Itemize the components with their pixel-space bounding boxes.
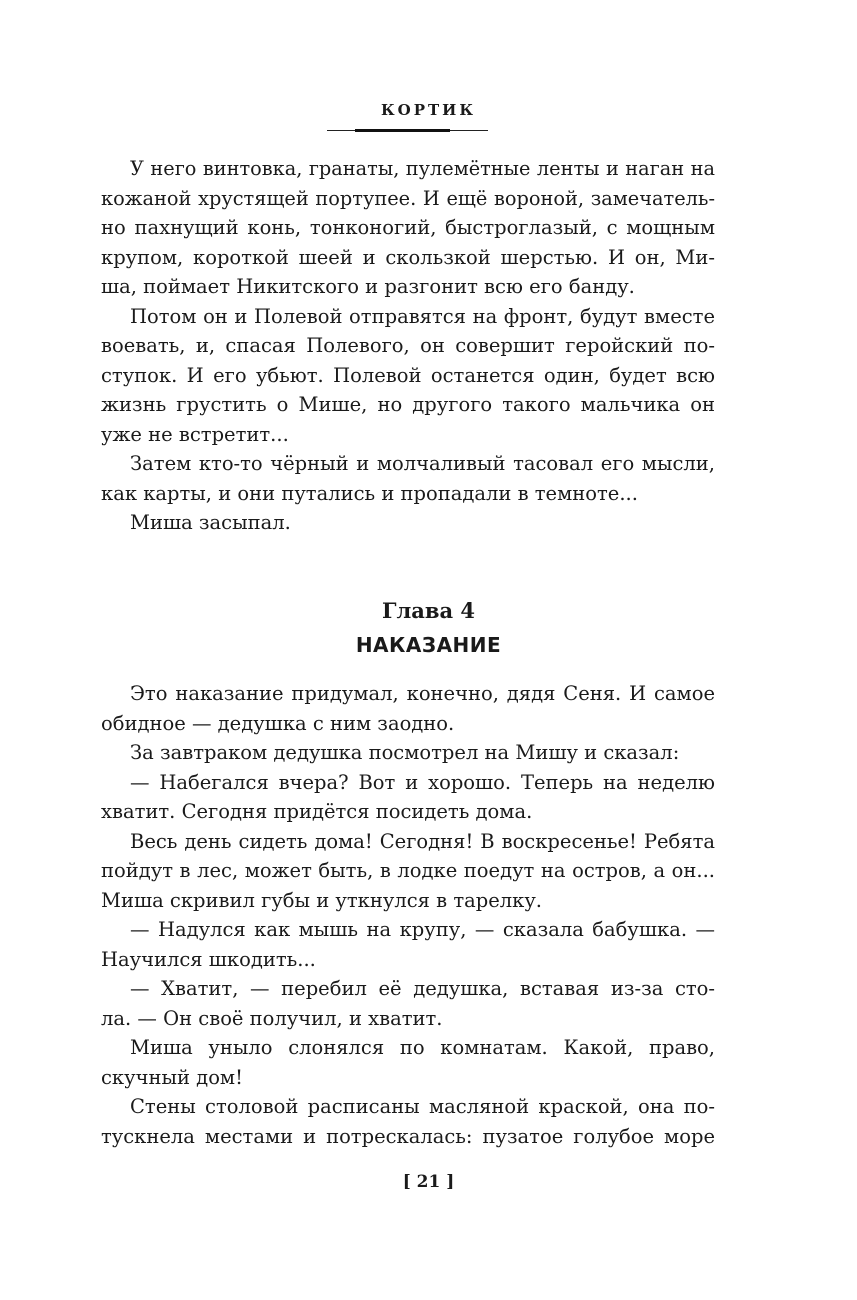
text-line: Затем кто-то чёрный и молчаливый тасовал его мысли, (130, 452, 715, 475)
running-head: КОРТИК (381, 101, 476, 119)
text-line: крупом, короткой шеей и скользкой шерстью. И он, Ми- (101, 245, 715, 269)
text-line: У него винтовка, гранаты, пулемётные ленты и наган на (130, 157, 715, 180)
text-line: Миша засыпал. (130, 511, 291, 534)
text-line: Научился шкодить... (101, 947, 316, 971)
text-line: Миша уныло слонялся по комнатам. Какой, право, (130, 1036, 715, 1059)
text-line: ступок. И его убьют. Полевой останется один, будет всю (101, 363, 715, 387)
text-line: пойдут в лес, может быть, в лодке поедут на остров, а он... (101, 859, 715, 882)
page-number: [ 21 ] (402, 1172, 455, 1192)
text-block-chapter (101, 679, 715, 1151)
text-line: как карты, и они путались и пропадали в темноте... (101, 481, 638, 505)
text-line: — Хватит, — перебил её дедушка, вставая из-за сто- (130, 977, 715, 1000)
text-line: ша, поймает Никитского и разгонит всю его банду. (101, 275, 635, 298)
text-line: кожаной хрустящей портупее. И ещё вороной, замечатель- (101, 186, 715, 210)
text-line: скучный дом! (101, 1065, 243, 1089)
text-line: воевать, и, спасая Полевого, он совершит геройский по- (101, 334, 715, 357)
text-line: — Надулся как мышь на крупу, — сказала бабушка. — (130, 918, 715, 941)
chapter-title: НАКАЗАНИЕ (355, 633, 502, 657)
text-line: но пахнущий конь, тонконогий, быстроглазый, с мощным (101, 216, 715, 239)
running-head-rule-accent (355, 129, 450, 132)
text-block-before-chapter (101, 154, 715, 538)
text-line: Стены столовой расписаны масляной краской, она по- (130, 1095, 715, 1118)
text-line: обидное — дедушка с ним заодно. (101, 711, 455, 735)
text-line: — Набегался вчера? Вот и хорошо. Теперь на неделю (130, 770, 715, 794)
text-line: Миша скривил губы и уткнулся в тарелку. (101, 888, 542, 912)
chapter-number: Глава 4 (381, 598, 476, 623)
text-line: тускнела местами и потрескалась: пузатое голубое море (101, 1124, 715, 1148)
text-line: Это наказание придумал, конечно, дядя Сеня. И самое (130, 682, 715, 705)
text-line: ла. — Он своё получил, и хватит. (101, 1006, 443, 1030)
text-line: Потом он и Полевой отправятся на фронт, будут вместе (130, 304, 715, 328)
text-line: жизнь грустить о Мише, но другого такого мальчика он (101, 393, 715, 416)
text-line: уже не встретит... (101, 422, 289, 446)
text-line: За завтраком дедушка посмотрел на Мишу и сказал: (130, 741, 680, 764)
text-line: хватит. Сегодня придётся посидеть дома. (101, 800, 533, 823)
text-line: Весь день сидеть дома! Сегодня! В воскресенье! Ребята (130, 829, 715, 853)
